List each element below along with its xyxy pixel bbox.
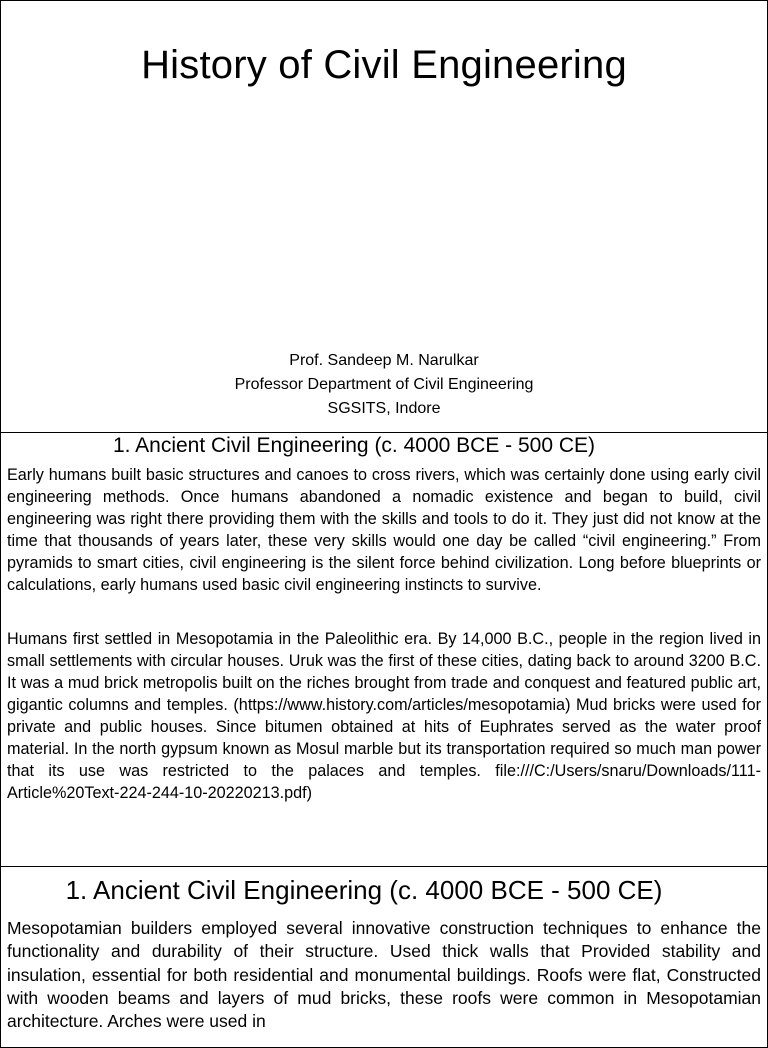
slide-heading: 1. Ancient Civil Engineering (c. 4000 BCE - 500 CE) (112, 434, 596, 457)
title-slide (0, 0, 768, 434)
paragraph-construction-techniques (7, 917, 761, 1033)
content-slide-ancient-1 (0, 432, 768, 867)
author-name: Prof. Sandeep M. Narulkar (289, 352, 479, 369)
slide-title: History of Civil Engineering (141, 43, 627, 87)
slide-heading: 1. Ancient Civil Engineering (c. 4000 BCE - 500 CE) (65, 875, 663, 905)
paragraph-text: Humans first settled in Mesopotamia in the Paleolithic era. By 14,000 B.C., people in the region lived in small settlements with circular houses. Uruk was the first of these cities, dating back to around 3200 B.C. It was a mud brick metropolis built on the riches brought from trade and conquest and featured public art, gigantic columns and temples. (https://www.history.com/articles/mesopotamia) Mud bricks were used for private and public houses. Since bitumen obtained at hits of Euphrates served as the water proof material. In the north gypsum known as Mosul marble but its transportation required so much man power that its use was restricted to the palaces and temples. file:///C:/Users/snaru/Downloads/111-Article%20Text-224-244-10-20220213.pdf) (7, 630, 761, 802)
paragraph-early-humans (7, 464, 761, 596)
author-block (1, 349, 767, 421)
paragraph-text: Early humans built basic structures and canoes to cross rivers, which was certainly done using early civil engineering methods. Once humans abandoned a nomadic existence and began to build, civil engineering was right there providing them with the skills and tools to do it. They just did not know at the time that thousands of years later, these very skills would one day be called “civil engineering.” From pyramids to smart cities, civil engineering is the silent force behind civilization. Long before blueprints or calculations, early humans used basic civil engineering instincts to survive. (7, 466, 761, 594)
author-position: Professor Department of Civil Engineering (234, 376, 534, 393)
paragraph-text: Mesopotamian builders employed several innovative construction techniques to enhance the functionality and durability of their structure. Used thick walls that Provided stability and insulation, essential for both residential and monumental buildings. Roofs were flat, Constructed with wooden beams and layers of mud bricks, these roofs were common in Mesopotamian architecture. Arches were used in (7, 918, 761, 1032)
author-institute: SGSITS, Indore (327, 400, 441, 417)
paragraph-mesopotamia (7, 628, 761, 804)
content-slide-ancient-2 (0, 866, 768, 1048)
